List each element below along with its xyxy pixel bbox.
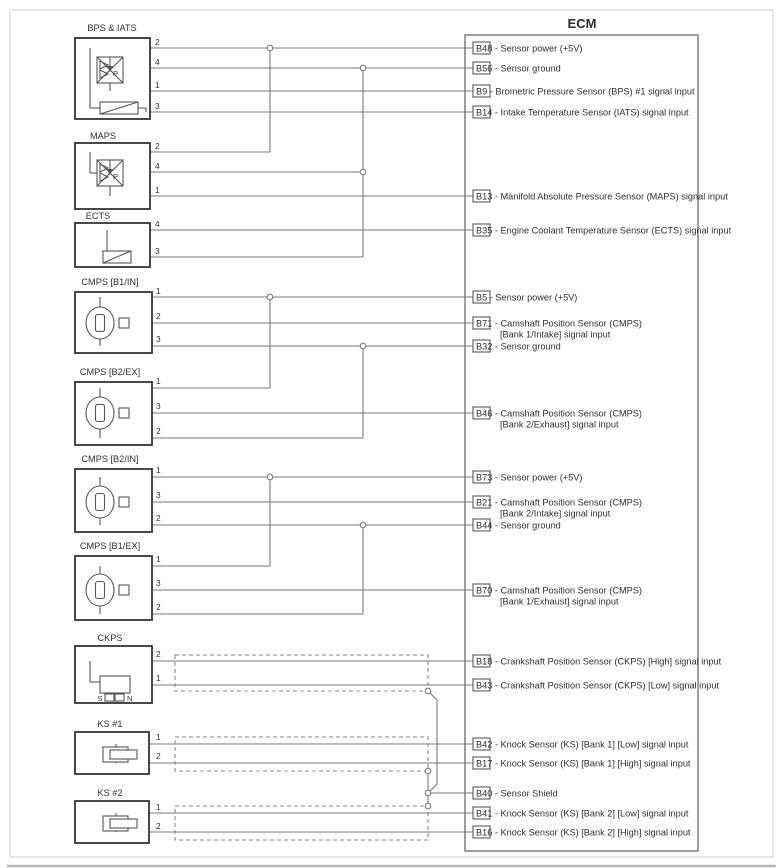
svg-text:B41 - Knock Sensor (KS) [Bank: B41 - Knock Sensor (KS) [Bank 2] [Low] signal input bbox=[476, 808, 689, 819]
svg-text:1: 1 bbox=[156, 376, 161, 386]
svg-text:B48 - Sensor power (+5V): B48 - Sensor power (+5V) bbox=[476, 43, 583, 54]
ecm-pin-b21 bbox=[473, 496, 642, 519]
svg-text:BPS & IATS: BPS & IATS bbox=[87, 23, 137, 33]
ecm-pin-b41 bbox=[473, 807, 689, 819]
svg-text:4: 4 bbox=[155, 219, 160, 229]
ecm-pin-b56 bbox=[473, 62, 561, 74]
svg-text:2: 2 bbox=[156, 311, 161, 321]
sensor-ks2 bbox=[75, 788, 161, 843]
svg-text:3: 3 bbox=[156, 401, 161, 411]
sensor-cmps-b1-ex bbox=[75, 541, 161, 620]
svg-text:3: 3 bbox=[156, 490, 161, 500]
svg-text:1: 1 bbox=[156, 465, 161, 475]
ecm-pin-b9 bbox=[473, 85, 695, 97]
sensor-bps-iats bbox=[75, 23, 160, 119]
svg-text:B73 - Sensor power (+5V): B73 - Sensor power (+5V) bbox=[476, 472, 583, 483]
svg-text:2: 2 bbox=[155, 141, 160, 151]
ecm-pin-b13 bbox=[473, 190, 728, 202]
ecm-pin-b35 bbox=[473, 224, 732, 236]
svg-text:[Bank 2/Intake] signal input: [Bank 2/Intake] signal input bbox=[500, 508, 611, 519]
ecm-pin-b17 bbox=[473, 757, 691, 769]
ecm-module bbox=[465, 16, 732, 851]
svg-text:B18 - Crankshaft Position Sens: B18 - Crankshaft Position Sensor (CKPS) [High] signal input bbox=[476, 656, 722, 667]
svg-text:B17 - Knock Sensor (KS) [Bank: B17 - Knock Sensor (KS) [Bank 1] [High] signal input bbox=[476, 758, 691, 769]
svg-text:1: 1 bbox=[155, 185, 160, 195]
svg-text:B14 - Intake Temperature Senso: B14 - Intake Temperature Sensor (IATS) signal input bbox=[476, 107, 689, 118]
svg-text:4: 4 bbox=[155, 57, 160, 67]
svg-text:3: 3 bbox=[155, 101, 160, 111]
ecm-pin-b46 bbox=[473, 407, 642, 430]
svg-text:2: 2 bbox=[156, 751, 161, 761]
svg-text:1: 1 bbox=[156, 673, 161, 683]
ecm-pin-b43 bbox=[473, 679, 720, 691]
pressure-sensor-symbol bbox=[97, 160, 123, 186]
svg-text:2: 2 bbox=[156, 649, 161, 659]
ecm-pin-b42 bbox=[473, 738, 689, 750]
svg-text:3: 3 bbox=[156, 334, 161, 344]
svg-text:2: 2 bbox=[156, 426, 161, 436]
ecm-pin-b16 bbox=[473, 826, 691, 838]
svg-text:B32 - Sensor ground: B32 - Sensor ground bbox=[476, 341, 561, 352]
ecm-title: ECM bbox=[567, 16, 597, 31]
svg-text:[Bank 1/Intake] signal input: [Bank 1/Intake] signal input bbox=[500, 329, 611, 340]
shield-boxes bbox=[175, 655, 428, 840]
svg-text:B42 - Knock Sensor (KS) [Bank: B42 - Knock Sensor (KS) [Bank 1] [Low] signal input bbox=[476, 739, 689, 750]
svg-text:B13 - Manifold Absolute Pressu: B13 - Manifold Absolute Pressure Sensor (MAPS) signal input bbox=[476, 191, 728, 202]
magnet-north-label: N bbox=[127, 694, 133, 703]
sensor-maps bbox=[75, 131, 160, 209]
junction-dots bbox=[267, 45, 431, 809]
svg-text:CMPS [B1/EX]: CMPS [B1/EX] bbox=[79, 541, 141, 551]
ks2-shield-box bbox=[175, 806, 428, 840]
sensor-ects bbox=[75, 211, 160, 267]
svg-text:B44 - Sensor ground: B44 - Sensor ground bbox=[476, 520, 561, 531]
svg-text:CKPS: CKPS bbox=[97, 633, 123, 643]
sensor-cmps-b2-in bbox=[75, 454, 161, 532]
svg-text:2: 2 bbox=[155, 37, 160, 47]
ecm-pin-b73 bbox=[473, 471, 582, 483]
svg-text:B5 - Sensor power (+5V): B5 - Sensor power (+5V) bbox=[476, 292, 578, 303]
ecm-pin-b18 bbox=[473, 655, 722, 667]
sensor-ks1 bbox=[75, 719, 161, 774]
ckps-coil-symbol bbox=[100, 676, 130, 693]
sensor-ckps bbox=[75, 633, 161, 703]
svg-text:1: 1 bbox=[156, 554, 161, 564]
svg-text:2: 2 bbox=[156, 602, 161, 612]
ks1-shield-box bbox=[175, 737, 428, 771]
svg-text:CMPS [B2/EX]: CMPS [B2/EX] bbox=[79, 367, 141, 377]
svg-text:1: 1 bbox=[156, 286, 161, 296]
svg-text:B56 - Sensor ground: B56 - Sensor ground bbox=[476, 63, 561, 74]
ecm-pin-b44 bbox=[473, 519, 561, 531]
svg-text:1: 1 bbox=[156, 802, 161, 812]
svg-text:KS #1: KS #1 bbox=[97, 719, 123, 729]
svg-text:4: 4 bbox=[155, 161, 160, 171]
svg-text:CMPS [B1/IN]: CMPS [B1/IN] bbox=[81, 277, 139, 287]
svg-text:1: 1 bbox=[156, 732, 161, 742]
ecm-pin-b32 bbox=[473, 340, 561, 352]
ecm-pin-b14 bbox=[473, 106, 689, 118]
svg-text:[Bank 1/Exhaust] signal input: [Bank 1/Exhaust] signal input bbox=[500, 596, 619, 607]
ecm-pin-b5 bbox=[473, 291, 577, 303]
pressure-sensor-symbol bbox=[97, 57, 123, 83]
svg-text:B71 - Camshaft Position Sensor: B71 - Camshaft Position Sensor (CMPS) bbox=[476, 318, 642, 329]
svg-text:[Bank 2/Exhaust] signal input: [Bank 2/Exhaust] signal input bbox=[500, 419, 619, 430]
ecm-pin-b40 bbox=[473, 787, 558, 799]
svg-text:3: 3 bbox=[156, 578, 161, 588]
svg-text:B21 - Camshaft Position Sensor: B21 - Camshaft Position Sensor (CMPS) bbox=[476, 497, 642, 508]
svg-text:B16 - Knock Sensor (KS) [Bank: B16 - Knock Sensor (KS) [Bank 2] [High] signal input bbox=[476, 827, 691, 838]
svg-text:CMPS [B2/IN]: CMPS [B2/IN] bbox=[81, 454, 139, 464]
ckps-shield-box bbox=[175, 655, 428, 691]
svg-text:2: 2 bbox=[156, 821, 161, 831]
svg-text:B9 - Brometric Pressure Sensor: B9 - Brometric Pressure Sensor (BPS) #1 signal input bbox=[476, 86, 695, 97]
sensor-cmps-b2-ex bbox=[75, 367, 161, 445]
svg-text:B35 - Engine Coolant Temperatu: B35 - Engine Coolant Temperature Sensor (ECTS) signal input bbox=[476, 225, 732, 236]
svg-text:B70 - Camshaft Position Sensor: B70 - Camshaft Position Sensor (CMPS) bbox=[476, 585, 642, 596]
sensor-cmps-b1-in bbox=[75, 277, 161, 353]
ecm-pin-b48 bbox=[473, 42, 582, 54]
svg-text:B46 - Camshaft Position Sensor: B46 - Camshaft Position Sensor (CMPS) bbox=[476, 408, 642, 419]
ecm-pin-b70 bbox=[473, 584, 642, 607]
ecm-pin-b71 bbox=[473, 317, 642, 340]
svg-text:MAPS: MAPS bbox=[89, 131, 117, 141]
svg-text:KS #2: KS #2 bbox=[97, 788, 123, 798]
svg-text:3: 3 bbox=[155, 246, 160, 256]
magnet-south-label: S bbox=[97, 694, 103, 703]
svg-text:ECTS: ECTS bbox=[85, 211, 111, 221]
svg-text:1: 1 bbox=[155, 80, 160, 90]
svg-text:B40 - Sensor Shield: B40 - Sensor Shield bbox=[476, 788, 558, 799]
ecm-box bbox=[465, 35, 698, 851]
svg-text:B43 - Crankshaft Position Sens: B43 - Crankshaft Position Sensor (CKPS) [Low] signal input bbox=[476, 680, 720, 691]
svg-text:2: 2 bbox=[156, 513, 161, 523]
